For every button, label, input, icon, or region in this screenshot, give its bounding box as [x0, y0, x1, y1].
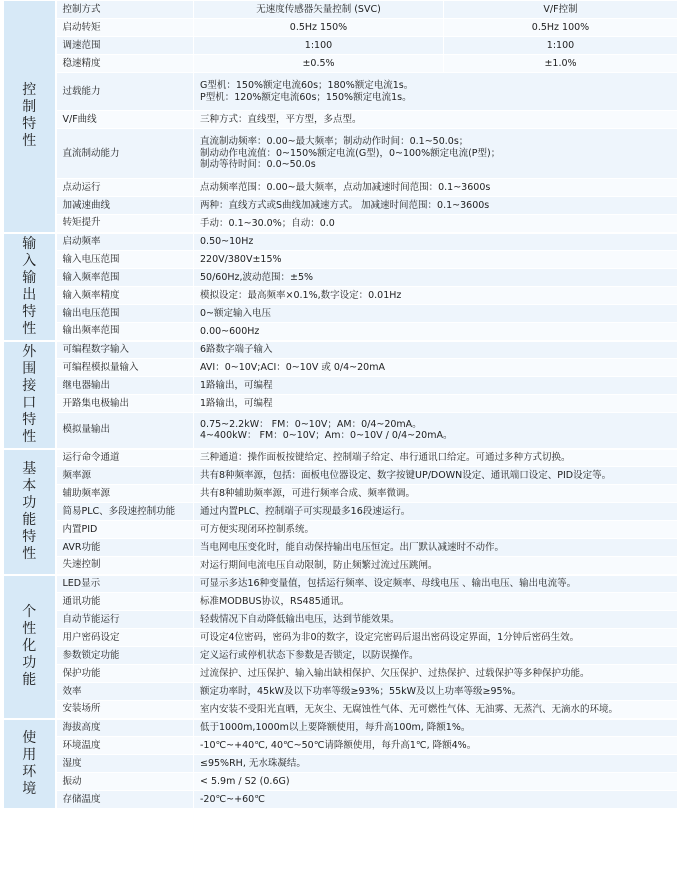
parameter-name: 湿度	[56, 755, 194, 773]
value-line: 50/60Hz,波动范围：±5%	[200, 271, 314, 283]
value-line: 三种通道：操作面板按键给定、控制端子给定、串行通讯口给定。可通过多种方式切换。	[200, 452, 571, 463]
parameter-value	[194, 179, 678, 197]
parameter-value	[194, 521, 678, 539]
parameter-value	[194, 629, 678, 647]
parameter-name: 海拔高度	[56, 719, 194, 737]
parameter-name: 调速范围	[56, 37, 194, 55]
spec-row	[4, 111, 678, 129]
parameter-value	[194, 111, 678, 129]
spec-row	[4, 19, 678, 37]
parameter-name: 稳速精度	[56, 55, 194, 73]
value-line: 可显示多达16种变量值，包括运行频率、设定频率、母线电压 、输出电压、输出电流等。	[200, 578, 577, 589]
parameter-name: 运行命令通道	[56, 449, 194, 467]
parameter-name: 保护功能	[56, 665, 194, 683]
spec-row	[4, 129, 678, 179]
value-line: 通过内置PLC、控制端子可实现最多16段速运行。	[200, 505, 411, 517]
parameter-value	[194, 611, 678, 629]
spec-row	[4, 503, 678, 521]
category-label	[4, 233, 56, 341]
spec-row	[4, 37, 678, 55]
parameter-name: 环境温度	[56, 737, 194, 755]
category-text: 基本功能特性	[22, 460, 37, 562]
spec-row	[4, 575, 678, 593]
spec-row	[4, 197, 678, 215]
value-line: 4~400kW： FM：0~10V；Am：0~10V / 0/4~20mA。	[200, 430, 453, 442]
value-line: 过流保护、过压保护、输入输出缺相保护、欠压保护、过热保护、过载保护等多种保护功能。	[200, 667, 590, 679]
spec-row	[4, 233, 678, 251]
category-label	[4, 341, 56, 449]
parameter-name: 启动频率	[56, 233, 194, 251]
spec-row	[4, 611, 678, 629]
parameter-value	[194, 701, 678, 719]
value-line: 点动频率范围：0.00~最大频率，点动加减速时间范围：0.1~3600s	[200, 181, 491, 193]
parameter-name: 通讯功能	[56, 593, 194, 611]
vf-value: ±1.0%	[444, 55, 678, 73]
value-line: 模拟设定：最高频率×0.1%,数字设定：0.01Hz	[200, 289, 402, 301]
value-line: 室内安装不受阳光直晒，无灰尘、无腐蚀性气体、无可燃性气体、无油雾、无蒸汽、无滴水的环境。	[200, 703, 619, 715]
parameter-name: 失速控制	[56, 557, 194, 575]
parameter-name: 辅助频率源	[56, 485, 194, 503]
parameter-name: 控制方式	[56, 1, 194, 19]
spec-row	[4, 377, 678, 395]
value-line: 可设定4位密码，密码为非0的数字，设定完密码后退出密码设定界面，1分钟后密码生效。	[200, 631, 580, 643]
value-line: P型机：120%额定电流60s；150%额定电流1s。	[200, 91, 412, 103]
spec-row	[4, 485, 678, 503]
parameter-name: 直流制动能力	[56, 129, 194, 179]
value-line: 共有8种频率源，包括：面板电位器设定、数字按键UP/DOWN设定、通讯端口设定、PID设定等。	[200, 469, 612, 481]
svc-value: 0.5Hz 150%	[194, 19, 444, 37]
spec-row	[4, 683, 678, 701]
parameter-value	[194, 737, 678, 755]
spec-row	[4, 593, 678, 611]
parameter-name: 简易PLC、多段速控制功能	[56, 503, 194, 521]
parameter-value	[194, 539, 678, 557]
svc-value: 无速度传感器矢量控制 (SVC)	[194, 1, 444, 19]
value-line: 220V/380V±15%	[200, 253, 282, 265]
parameter-name: 输出频率范围	[56, 323, 194, 341]
category-label	[4, 575, 56, 719]
parameter-name: 效率	[56, 683, 194, 701]
parameter-value	[194, 575, 678, 593]
value-line: 0.75~2.2kW： FM：0~10V；AM：0/4~20mA。	[200, 418, 422, 430]
parameter-name: 频率源	[56, 467, 194, 485]
parameter-name: 内置PID	[56, 521, 194, 539]
category-text: 输入输出特性	[22, 235, 37, 337]
parameter-value	[194, 269, 678, 287]
category-text: 个性化功能	[22, 604, 37, 688]
spec-row	[4, 467, 678, 485]
spec-row	[4, 269, 678, 287]
spec-row	[4, 539, 678, 557]
parameter-value	[194, 359, 678, 377]
parameter-value	[194, 557, 678, 575]
parameter-value	[194, 197, 678, 215]
value-line: -10℃~+40℃, 40℃~50℃请降额使用，每升高1℃, 降额4%。	[200, 739, 477, 751]
value-line: 制动等待时间：0.0~50.0s	[200, 159, 316, 171]
parameter-value	[194, 755, 678, 773]
parameter-value	[194, 665, 678, 683]
spec-row	[4, 755, 678, 773]
spec-row	[4, 521, 678, 539]
value-line: 低于1000m,1000m以上要降额使用，每升高100m, 降额1%。	[200, 722, 471, 733]
parameter-name: 启动转矩	[56, 19, 194, 37]
parameter-value	[194, 773, 678, 791]
vf-value: V/F控制	[444, 1, 678, 19]
spec-row	[4, 305, 678, 323]
spec-row	[4, 791, 678, 809]
parameter-name: 振动	[56, 773, 194, 791]
spec-row	[4, 557, 678, 575]
category-label	[4, 719, 56, 809]
category-text: 控制特性	[22, 82, 37, 150]
value-line: 三种方式：直线型，平方型，多点型。	[200, 113, 362, 125]
parameter-name: 输出电压范围	[56, 305, 194, 323]
parameter-value	[194, 503, 678, 521]
parameter-name: AVR功能	[56, 539, 194, 557]
parameter-value	[194, 305, 678, 323]
spec-row	[4, 701, 678, 719]
value-line: 轻载情况下自动降低输出电压，达到节能效果。	[200, 613, 400, 625]
value-line: 当电网电压变化时，能自动保持输出电压恒定。出厂默认减速时不动作。	[200, 541, 505, 553]
parameter-name: 转矩提升	[56, 215, 194, 233]
parameter-name: 可编程模拟量输入	[56, 359, 194, 377]
parameter-value	[194, 73, 678, 111]
parameter-value	[194, 485, 678, 503]
parameter-value	[194, 593, 678, 611]
value-line: AVI：0~10V;ACI：0~10V 或 0/4~20mA	[200, 361, 385, 373]
parameter-value	[194, 719, 678, 737]
value-line: -20℃~+60℃	[200, 793, 265, 805]
value-line: 两种：直线方式或S曲线加减速方式。 加减速时间范围：0.1~3600s	[200, 199, 490, 211]
value-line: 定义运行或停机状态下参数是否锁定，以防误操作。	[200, 649, 419, 661]
spec-table	[3, 0, 677, 809]
parameter-value	[194, 395, 678, 413]
spec-row	[4, 323, 678, 341]
parameter-name: V/F曲线	[56, 111, 194, 129]
parameter-value	[194, 791, 678, 809]
value-line: 手动：0.1~30.0%；自动：0.0	[200, 217, 335, 229]
spec-row	[4, 215, 678, 233]
value-line: 0.50~10Hz	[200, 236, 254, 247]
spec-row	[4, 73, 678, 111]
parameter-name: 输入电压范围	[56, 251, 194, 269]
parameter-name: 模拟量输出	[56, 413, 194, 449]
parameter-name: 存储温度	[56, 791, 194, 809]
parameter-value	[194, 647, 678, 665]
parameter-value	[194, 323, 678, 341]
parameter-name: 点动运行	[56, 179, 194, 197]
parameter-name: 可编程数字输入	[56, 341, 194, 359]
parameter-name: 参数锁定功能	[56, 647, 194, 665]
spec-row	[4, 359, 678, 377]
spec-row	[4, 737, 678, 755]
category-text: 使用环境	[22, 729, 37, 797]
value-line: 直流制动频率：0.00~最大频率；制动动作时间：0.1~50.0s；	[200, 136, 469, 148]
spec-row	[4, 395, 678, 413]
parameter-value	[194, 683, 678, 701]
value-line: 0.00~600Hz	[200, 325, 260, 337]
spec-row	[4, 449, 678, 467]
vf-value: 0.5Hz 100%	[444, 19, 678, 37]
value-line: 额定功率时，45kW及以下功率等级≥93%；55kW及以上功率等级≥95%。	[200, 685, 522, 697]
spec-row	[4, 55, 678, 73]
spec-row	[4, 287, 678, 305]
spec-row	[4, 179, 678, 197]
spec-row	[4, 647, 678, 665]
spec-grid	[3, 0, 678, 809]
vf-value: 1:100	[444, 37, 678, 55]
value-line: 可方便实现闭环控制系统。	[200, 523, 315, 535]
parameter-name: 用户密码设定	[56, 629, 194, 647]
value-line: 标准MODBUS协议，RS485通讯。	[200, 595, 350, 607]
value-line: ≤95%RH, 无水珠凝结。	[200, 757, 306, 769]
value-line: < 5.9m / S2 (0.6G)	[200, 775, 290, 787]
parameter-value	[194, 251, 678, 269]
parameter-name: 过载能力	[56, 73, 194, 111]
parameter-name: 加减速曲线	[56, 197, 194, 215]
parameter-value	[194, 129, 678, 179]
parameter-value	[194, 341, 678, 359]
parameter-name: 开路集电极输出	[56, 395, 194, 413]
spec-row	[4, 773, 678, 791]
svc-value: 1:100	[194, 37, 444, 55]
spec-row	[4, 341, 678, 359]
parameter-value	[194, 233, 678, 251]
parameter-value	[194, 449, 678, 467]
category-label	[4, 1, 56, 233]
value-line: 1路输出，可编程	[200, 379, 273, 391]
svc-value: ±0.5%	[194, 55, 444, 73]
parameter-name: LED显示	[56, 575, 194, 593]
category-label	[4, 449, 56, 575]
value-line: 制动动作电流值：0~150%额定电流(G型)，0~100%额定电流(P型)；	[200, 147, 501, 159]
value-line: 6路数字端子输入	[200, 344, 273, 355]
spec-row	[4, 665, 678, 683]
parameter-name: 继电器输出	[56, 377, 194, 395]
spec-row	[4, 413, 678, 449]
value-line: 对运行期间电流电压自动限制，防止频繁过流过压跳闸。	[200, 559, 438, 571]
category-text: 外围接口特性	[22, 343, 37, 445]
parameter-value	[194, 287, 678, 305]
spec-row	[4, 1, 678, 19]
value-line: 1路输出，可编程	[200, 397, 273, 409]
parameter-value	[194, 215, 678, 233]
value-line: 共有8种辅助频率源，可进行频率合成、频率微调。	[200, 487, 416, 499]
value-line: G型机：150%额定电流60s；180%额定电流1s。	[200, 80, 414, 91]
parameter-name: 输入频率精度	[56, 287, 194, 305]
parameter-value	[194, 377, 678, 395]
spec-row	[4, 629, 678, 647]
value-line: 0~额定输入电压	[200, 307, 272, 319]
parameter-name: 自动节能运行	[56, 611, 194, 629]
spec-row	[4, 719, 678, 737]
parameter-value	[194, 413, 678, 449]
spec-row	[4, 251, 678, 269]
parameter-value	[194, 467, 678, 485]
parameter-name: 输入频率范围	[56, 269, 194, 287]
parameter-name: 安装场所	[56, 701, 194, 719]
